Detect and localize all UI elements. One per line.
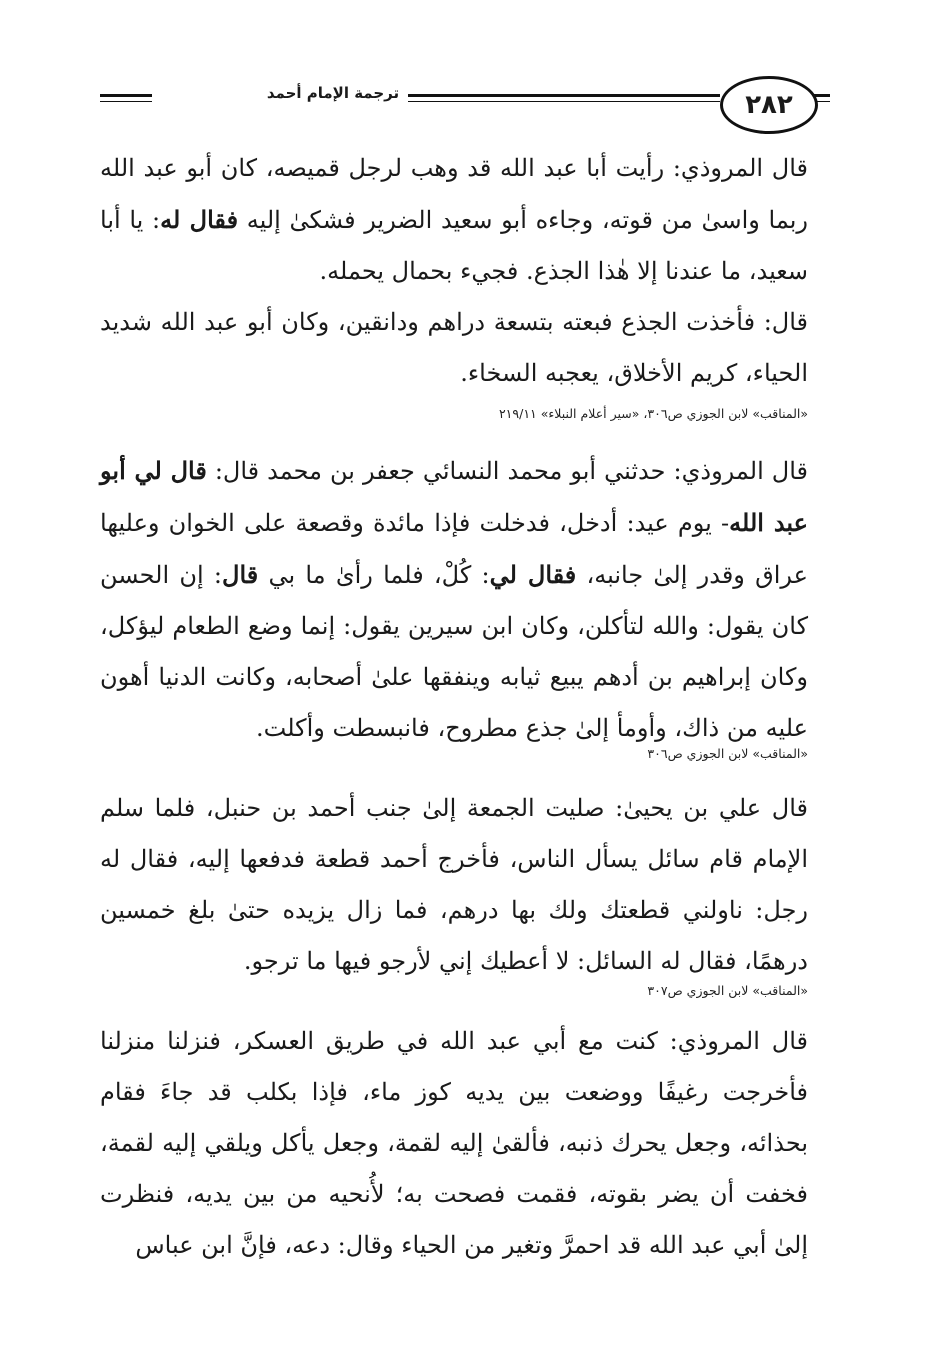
- source-citation-1: «المناقب» لابن الجوزي ص٣٠٦، «سير أعلام النبلاء» ٢١٩/١١: [498, 406, 808, 421]
- running-title: ترجمة الإمام أحمد: [258, 84, 408, 102]
- page-header: [100, 70, 830, 130]
- paragraph-2: [100, 297, 808, 399]
- source-citation-3: «المناقب» لابن الجوزي ص٣٠٧: [647, 983, 808, 998]
- page-number: ٢٨٢: [720, 76, 818, 134]
- bold-text-segment: قال لي أبو عبد الله: [100, 456, 808, 537]
- text-segment: قال: فأخذت الجذع فبعته بتسعة دراهم ودانقين، وكان أبو عبد الله شديد الحياء، كريم الأخلاق، يعجبه السخاء.: [100, 308, 808, 387]
- paragraph-3: [100, 445, 808, 754]
- text-segment: - يوم عيد: أدخل، فدخلت فإذا مائدة وقصعة على الخوان وعليها عراق وقدر إلىٰ جانبه،: [100, 509, 808, 589]
- paragraph-4: [100, 783, 808, 987]
- bold-text-segment: قال: [222, 560, 259, 589]
- bold-text-segment: فقال له: [160, 205, 239, 234]
- header-rule-left: [100, 94, 152, 97]
- text-segment: : يا أبا سعيد، ما عندنا إلا هٰذا الجذع. فجيء بحمال يحمله.: [100, 206, 808, 285]
- text-segment: قال علي بن يحيىٰ: صليت الجمعة إلىٰ جنب أحمد بن حنبل، فلما سلم الإمام قام سائل يسأل الناس، فأخرج أحمد قطعة فدفعها إليه، فقال له رجل: ناولني قطعتك ولك بها درهم، فما زال يزيده حتىٰ بلغ خمسين درهمًا، فقال له السائل: لا أعطيك إني لأرجو فيها ما ترجو.: [100, 794, 808, 975]
- text-segment: : كُلْ، فلما رأىٰ ما بي: [258, 561, 490, 589]
- header-rule-left-thin: [100, 101, 152, 102]
- paragraph-5: [100, 1016, 808, 1271]
- paragraph-1: [100, 143, 808, 297]
- text-segment: قال المروذي: كنت مع أبي عبد الله في طريق العسكر، فنزلنا منزلنا فأخرجت رغيفًا ووضعت بين يديه كوز ماء، فإذا بكلب قد جاءَ فقام بحذائه، وجعل يحرك ذنبه، فألقىٰ إليه لقمة، وجعل يأكل ويلقي إليه لقمة، فخفت أن يضر بقوته، فقمت فصحت به؛ لأُنحيه من بين يديه، فنظرت إلىٰ أبي عبد الله قد احمرَّ وتغير من الحياء وقال: دعه، فإنَّ ابن عباس: [100, 1027, 809, 1259]
- text-segment: قال المروذي: حدثني أبو محمد النسائي جعفر بن محمد قال:: [206, 457, 809, 485]
- source-citation-2: «المناقب» لابن الجوزي ص٣٠٦: [647, 746, 808, 761]
- bold-text-segment: فقال لي: [489, 560, 577, 589]
- text-segment: قال المروذي: رأيت أبا عبد الله قد وهب لرجل قميصه، كان أبو عبد الله ربما واسىٰ من قوته، وجاءه أبو سعيد الضرير فشكىٰ إليه: [100, 154, 808, 234]
- text-segment: : إن الحسن كان يقول: والله لتأكلن، وكان ابن سيرين يقول: إنما وضع الطعام ليؤكل، وكان إبراهيم بن أدهم يبيع ثيابه وينفقها علىٰ أصحابه، وكانت الدنيا أهون عليه من ذاك، وأومأ إلىٰ جذع مطروح، فانبسطت وأكلت.: [100, 561, 809, 742]
